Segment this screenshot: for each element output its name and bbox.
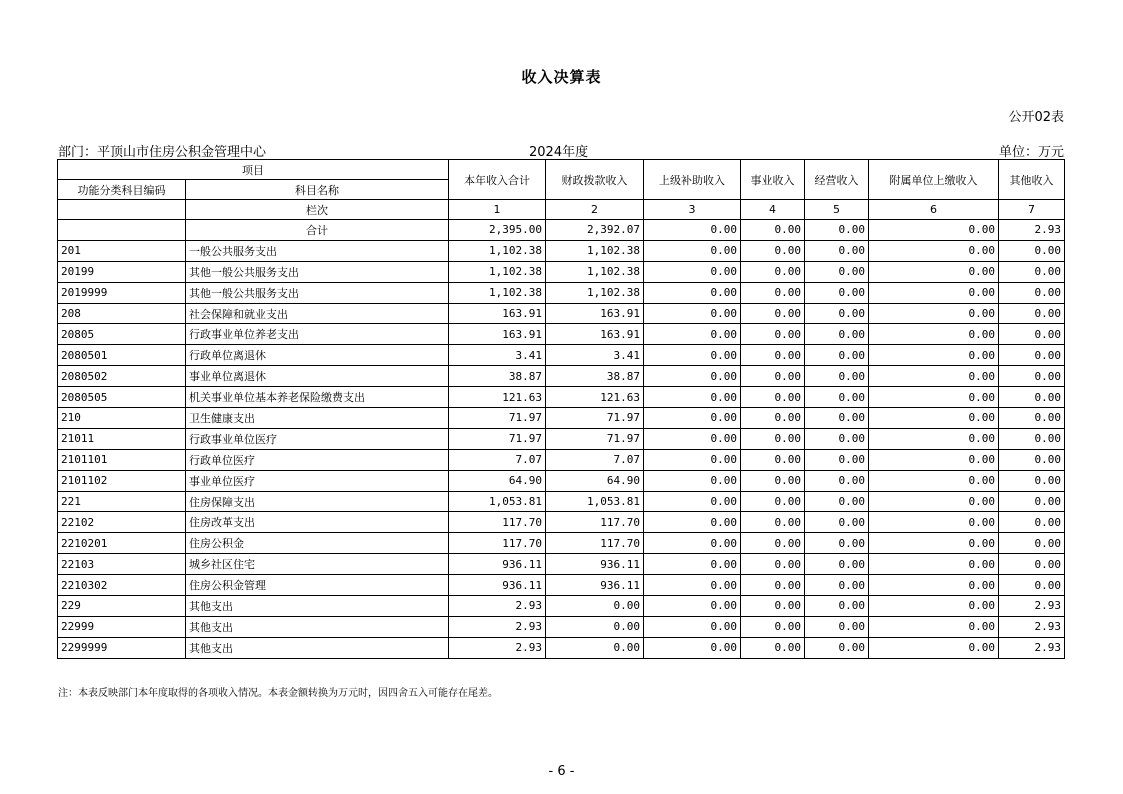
amount-cell: 0.00 — [805, 491, 869, 512]
amount-cell: 0.00 — [644, 324, 741, 345]
table-row — [58, 282, 1065, 303]
subject-code: 2101102 — [58, 470, 186, 491]
amount-cell: 64.90 — [449, 470, 546, 491]
amount-cell: 0.00 — [741, 575, 805, 596]
total-value: 2.93 — [999, 220, 1065, 241]
amount-cell: 0.00 — [741, 491, 805, 512]
table-row — [58, 616, 1065, 637]
amount-cell: 0.00 — [644, 449, 741, 470]
table-row — [58, 261, 1065, 282]
amount-cell: 0.00 — [999, 575, 1065, 596]
amount-cell: 71.97 — [546, 428, 644, 449]
subject-name: 其他支出 — [186, 637, 449, 658]
subject-code: 2080501 — [58, 345, 186, 366]
amount-cell: 0.00 — [741, 387, 805, 408]
amount-cell: 0.00 — [869, 303, 999, 324]
subject-code: 2101101 — [58, 449, 186, 470]
amount-cell: 1,053.81 — [449, 491, 546, 512]
amount-cell: 0.00 — [644, 366, 741, 387]
header-col-7: 其他收入 — [999, 160, 1065, 200]
amount-cell: 0.00 — [644, 303, 741, 324]
amount-cell: 2.93 — [999, 596, 1065, 617]
amount-cell: 1,102.38 — [546, 282, 644, 303]
amount-cell: 0.00 — [805, 596, 869, 617]
amount-cell: 0.00 — [999, 366, 1065, 387]
amount-cell: 0.00 — [644, 261, 741, 282]
amount-cell: 71.97 — [546, 408, 644, 429]
amount-cell: 71.97 — [449, 408, 546, 429]
amount-cell: 0.00 — [741, 449, 805, 470]
subject-name: 事业单位医疗 — [186, 470, 449, 491]
amount-cell: 163.91 — [546, 303, 644, 324]
amount-cell: 2.93 — [449, 596, 546, 617]
amount-cell: 1,102.38 — [546, 240, 644, 261]
amount-cell: 0.00 — [999, 345, 1065, 366]
header-col-3: 上级补助收入 — [644, 160, 741, 200]
subject-name: 住房公积金管理 — [186, 575, 449, 596]
amount-cell: 0.00 — [999, 554, 1065, 575]
amount-cell: 0.00 — [869, 345, 999, 366]
amount-cell: 2.93 — [999, 616, 1065, 637]
amount-cell: 0.00 — [869, 512, 999, 533]
amount-cell: 0.00 — [805, 303, 869, 324]
total-value: 2,395.00 — [449, 220, 546, 241]
header-col-6: 附属单位上缴收入 — [869, 160, 999, 200]
header-row-1 — [58, 160, 1065, 180]
amount-cell: 0.00 — [741, 616, 805, 637]
subject-name: 事业单位离退休 — [186, 366, 449, 387]
col-number: 4 — [741, 200, 805, 220]
amount-cell: 121.63 — [546, 387, 644, 408]
amount-cell: 0.00 — [741, 240, 805, 261]
amount-cell: 0.00 — [741, 533, 805, 554]
amount-cell: 0.00 — [805, 616, 869, 637]
amount-cell: 0.00 — [741, 637, 805, 658]
amount-cell: 0.00 — [644, 575, 741, 596]
amount-cell: 0.00 — [644, 408, 741, 429]
amount-cell: 38.87 — [449, 366, 546, 387]
subject-code: 2019999 — [58, 282, 186, 303]
subject-code: 22999 — [58, 616, 186, 637]
amount-cell: 0.00 — [869, 282, 999, 303]
subject-code: 2299999 — [58, 637, 186, 658]
blank-cell — [58, 200, 186, 220]
amount-cell: 0.00 — [869, 324, 999, 345]
fiscal-year: 2024年度 — [529, 145, 589, 160]
amount-cell: 64.90 — [546, 470, 644, 491]
subject-name: 其他支出 — [186, 596, 449, 617]
header-col-4: 事业收入 — [741, 160, 805, 200]
amount-cell: 0.00 — [644, 596, 741, 617]
amount-cell: 0.00 — [644, 345, 741, 366]
amount-cell: 0.00 — [741, 470, 805, 491]
amount-cell: 0.00 — [741, 408, 805, 429]
subject-code: 2210302 — [58, 575, 186, 596]
amount-cell: 0.00 — [741, 366, 805, 387]
amount-cell: 117.70 — [449, 533, 546, 554]
amount-cell: 0.00 — [999, 428, 1065, 449]
col-number: 6 — [869, 200, 999, 220]
subject-name: 其他支出 — [186, 616, 449, 637]
amount-cell: 0.00 — [644, 387, 741, 408]
unit-label: 单位：万元 — [998, 145, 1064, 160]
amount-cell: 0.00 — [805, 470, 869, 491]
amount-cell: 3.41 — [449, 345, 546, 366]
header-code: 功能分类科目编码 — [58, 180, 186, 200]
amount-cell: 0.00 — [869, 616, 999, 637]
amount-cell: 0.00 — [805, 449, 869, 470]
amount-cell: 38.87 — [546, 366, 644, 387]
amount-cell: 1,102.38 — [449, 240, 546, 261]
amount-cell: 0.00 — [644, 554, 741, 575]
amount-cell: 1,102.38 — [449, 261, 546, 282]
col-number: 5 — [805, 200, 869, 220]
total-value: 0.00 — [805, 220, 869, 241]
amount-cell: 3.41 — [546, 345, 644, 366]
department-label: 部门：平顶山市住房公积金管理中心 — [58, 145, 267, 160]
amount-cell: 0.00 — [805, 408, 869, 429]
page-number: - 6 - — [548, 764, 575, 779]
table-row — [58, 240, 1065, 261]
col-number: 2 — [546, 200, 644, 220]
col-number: 1 — [449, 200, 546, 220]
amount-cell: 0.00 — [805, 387, 869, 408]
amount-cell: 0.00 — [869, 575, 999, 596]
subject-code: 21011 — [58, 428, 186, 449]
subject-name: 住房改革支出 — [186, 512, 449, 533]
amount-cell: 0.00 — [644, 282, 741, 303]
subject-name: 行政事业单位医疗 — [186, 428, 449, 449]
amount-cell: 0.00 — [869, 533, 999, 554]
amount-cell: 0.00 — [999, 512, 1065, 533]
amount-cell: 0.00 — [869, 428, 999, 449]
amount-cell: 7.07 — [546, 449, 644, 470]
amount-cell: 0.00 — [999, 261, 1065, 282]
subject-name: 行政单位离退休 — [186, 345, 449, 366]
amount-cell: 0.00 — [869, 408, 999, 429]
blank-cell — [58, 220, 186, 241]
amount-cell: 0.00 — [999, 491, 1065, 512]
amount-cell: 0.00 — [869, 387, 999, 408]
table-row — [58, 554, 1065, 575]
income-table — [57, 159, 1065, 659]
table-row — [58, 345, 1065, 366]
subject-code: 208 — [58, 303, 186, 324]
amount-cell: 936.11 — [449, 575, 546, 596]
amount-cell: 0.00 — [741, 512, 805, 533]
subject-name: 其他一般公共服务支出 — [186, 261, 449, 282]
amount-cell: 0.00 — [869, 449, 999, 470]
amount-cell: 0.00 — [644, 616, 741, 637]
amount-cell: 0.00 — [741, 596, 805, 617]
subject-code: 20805 — [58, 324, 186, 345]
amount-cell: 1,102.38 — [546, 261, 644, 282]
subject-code: 210 — [58, 408, 186, 429]
amount-cell: 0.00 — [999, 449, 1065, 470]
amount-cell: 0.00 — [546, 637, 644, 658]
header-item: 项目 — [58, 160, 449, 180]
amount-cell: 0.00 — [869, 261, 999, 282]
amount-cell: 0.00 — [741, 554, 805, 575]
amount-cell: 0.00 — [741, 282, 805, 303]
subject-name: 行政单位医疗 — [186, 449, 449, 470]
table-row — [58, 533, 1065, 554]
amount-cell: 0.00 — [644, 491, 741, 512]
subject-code: 2080505 — [58, 387, 186, 408]
amount-cell: 1,053.81 — [546, 491, 644, 512]
amount-cell: 1,102.38 — [449, 282, 546, 303]
table-row — [58, 491, 1065, 512]
amount-cell: 0.00 — [869, 637, 999, 658]
amount-cell: 0.00 — [869, 240, 999, 261]
col-number: 3 — [644, 200, 741, 220]
total-value: 0.00 — [869, 220, 999, 241]
table-row — [58, 366, 1065, 387]
amount-cell: 0.00 — [869, 554, 999, 575]
amount-cell: 2.93 — [449, 637, 546, 658]
total-value: 2,392.07 — [546, 220, 644, 241]
amount-cell: 0.00 — [869, 470, 999, 491]
amount-cell: 0.00 — [741, 428, 805, 449]
amount-cell: 0.00 — [644, 240, 741, 261]
amount-cell: 0.00 — [805, 554, 869, 575]
subject-code: 201 — [58, 240, 186, 261]
subject-name: 机关事业单位基本养老保险缴费支出 — [186, 387, 449, 408]
amount-cell: 0.00 — [999, 303, 1065, 324]
amount-cell: 2.93 — [449, 616, 546, 637]
amount-cell: 0.00 — [644, 470, 741, 491]
subject-code: 20199 — [58, 261, 186, 282]
amount-cell: 0.00 — [999, 470, 1065, 491]
table-row — [58, 408, 1065, 429]
amount-cell: 0.00 — [546, 616, 644, 637]
amount-cell: 0.00 — [644, 637, 741, 658]
amount-cell: 0.00 — [805, 366, 869, 387]
amount-cell: 0.00 — [644, 533, 741, 554]
amount-cell: 0.00 — [741, 324, 805, 345]
subject-name: 行政事业单位养老支出 — [186, 324, 449, 345]
header-name: 科目名称 — [186, 180, 449, 200]
header-row-3 — [58, 200, 1065, 220]
amount-cell: 163.91 — [546, 324, 644, 345]
amount-cell: 0.00 — [805, 282, 869, 303]
header-col-5: 经营收入 — [805, 160, 869, 200]
report-title: 收入决算表 — [521, 68, 602, 86]
amount-cell: 0.00 — [805, 575, 869, 596]
amount-cell: 71.97 — [449, 428, 546, 449]
subject-code: 2210201 — [58, 533, 186, 554]
amount-cell: 0.00 — [805, 637, 869, 658]
total-row — [58, 220, 1065, 241]
amount-cell: 0.00 — [805, 428, 869, 449]
subject-name: 住房保障支出 — [186, 491, 449, 512]
amount-cell: 0.00 — [999, 240, 1065, 261]
table-row — [58, 428, 1065, 449]
subject-name: 一般公共服务支出 — [186, 240, 449, 261]
table-row — [58, 512, 1065, 533]
col-number: 7 — [999, 200, 1065, 220]
total-value: 0.00 — [741, 220, 805, 241]
subject-code: 229 — [58, 596, 186, 617]
amount-cell: 7.07 — [449, 449, 546, 470]
subject-code: 22102 — [58, 512, 186, 533]
amount-cell: 936.11 — [546, 554, 644, 575]
amount-cell: 163.91 — [449, 303, 546, 324]
amount-cell: 0.00 — [805, 345, 869, 366]
amount-cell: 0.00 — [741, 261, 805, 282]
amount-cell: 936.11 — [449, 554, 546, 575]
amount-cell: 0.00 — [869, 366, 999, 387]
table-row — [58, 324, 1065, 345]
amount-cell: 0.00 — [644, 512, 741, 533]
subject-name: 卫生健康支出 — [186, 408, 449, 429]
amount-cell: 0.00 — [741, 345, 805, 366]
amount-cell: 0.00 — [644, 428, 741, 449]
table-row — [58, 303, 1065, 324]
amount-cell: 0.00 — [805, 533, 869, 554]
amount-cell: 2.93 — [999, 637, 1065, 658]
amount-cell: 0.00 — [805, 512, 869, 533]
table-row — [58, 470, 1065, 491]
amount-cell: 117.70 — [449, 512, 546, 533]
amount-cell: 936.11 — [546, 575, 644, 596]
amount-cell: 0.00 — [869, 596, 999, 617]
table-row — [58, 575, 1065, 596]
amount-cell: 0.00 — [999, 533, 1065, 554]
subject-name: 其他一般公共服务支出 — [186, 282, 449, 303]
footnote: 注：本表反映部门本年度取得的各项收入情况。本表金额转换为万元时，因四舍五入可能存在尾差。 — [58, 688, 498, 699]
subject-code: 22103 — [58, 554, 186, 575]
amount-cell: 0.00 — [999, 387, 1065, 408]
amount-cell: 163.91 — [449, 324, 546, 345]
table-row — [58, 637, 1065, 658]
header-col-1: 本年收入合计 — [449, 160, 546, 200]
total-value: 0.00 — [644, 220, 741, 241]
subject-name: 社会保障和就业支出 — [186, 303, 449, 324]
amount-cell: 0.00 — [869, 491, 999, 512]
amount-cell: 0.00 — [741, 303, 805, 324]
col-row-label: 栏次 — [186, 200, 449, 220]
subject-code: 221 — [58, 491, 186, 512]
table-row — [58, 387, 1065, 408]
amount-cell: 0.00 — [999, 324, 1065, 345]
amount-cell: 0.00 — [805, 324, 869, 345]
header-col-2: 财政拨款收入 — [546, 160, 644, 200]
amount-cell: 117.70 — [546, 533, 644, 554]
table-row — [58, 449, 1065, 470]
subject-name: 城乡社区住宅 — [186, 554, 449, 575]
amount-cell: 0.00 — [999, 408, 1065, 429]
subject-name: 住房公积金 — [186, 533, 449, 554]
amount-cell: 0.00 — [805, 240, 869, 261]
total-label: 合计 — [186, 220, 449, 241]
amount-cell: 0.00 — [546, 596, 644, 617]
table-row — [58, 596, 1065, 617]
subject-code: 2080502 — [58, 366, 186, 387]
amount-cell: 0.00 — [805, 261, 869, 282]
amount-cell: 0.00 — [999, 282, 1065, 303]
amount-cell: 117.70 — [546, 512, 644, 533]
form-number: 公开02表 — [1008, 110, 1064, 125]
amount-cell: 121.63 — [449, 387, 546, 408]
